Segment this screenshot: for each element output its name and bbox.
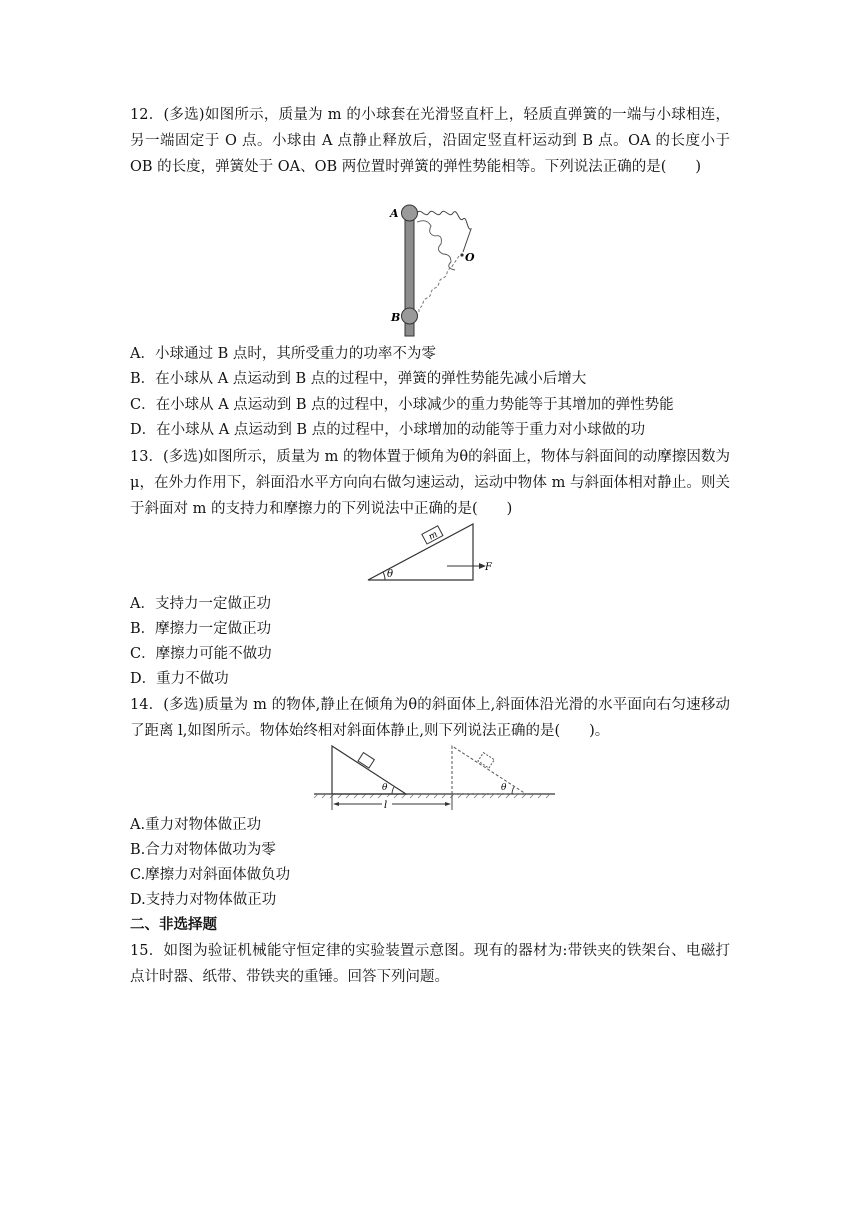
question-14-option-c: C.摩擦力对斜面体做负功 [130, 867, 291, 883]
figure-label-a: A [390, 207, 399, 220]
figure-label-f: F [485, 562, 492, 573]
question-15-stem: 15．如图为验证机械能守恒定律的实验装置示意图。现有的器材为:带铁夹的铁架台、电磁打点计时器、纸带、带铁夹的重锤。回答下列问题。 [130, 943, 730, 985]
question-14-option-a: A.重力对物体做正功 [130, 817, 262, 833]
figure-ball-on-rod-spring [385, 200, 485, 340]
figure-label-m: m [427, 529, 440, 543]
question-14-option-d: D.支持力对物体做正功 [130, 892, 277, 908]
figure-label-theta-2: θ [501, 783, 507, 793]
question-12-option-a: A．小球通过 B 点时，其所受重力的功率不为零 [130, 346, 436, 362]
figure-incline-displacement [312, 742, 557, 812]
question-13-option-a: A．支持力一定做正功 [130, 596, 271, 612]
question-12-stem: 12．(多选)如图所示，质量为 m 的小球套在光滑竖直杆上，轻质直弹簧的一端与小球相连，另一端固定于 O 点。小球由 A 点静止释放后，沿固定竖直杆运动到 B 点。OA 的长度小于 OB 的长度，弹簧处于 OA、OB 两位置时弹簧的弹性势能相等。下列说法正确的是( ) [130, 107, 730, 175]
figure-label-theta-1: θ [382, 783, 388, 793]
figure-label-b: B [391, 311, 401, 324]
figure-label-l: l [384, 800, 388, 811]
question-12-option-d: D．在小球从 A 点运动到 B 点的过程中，小球增加的动能等于重力对小球做的功 [130, 422, 646, 438]
figure-block-on-incline-force [365, 522, 500, 584]
section-2-heading: 二、非选择题 [130, 917, 217, 933]
question-13-stem: 13．(多选)如图所示，质量为 m 的物体置于倾角为θ的斜面上，物体与斜面间的动摩擦因数为μ，在外力作用下，斜面沿水平方向向右做匀速运动，运动中物体 m 与斜面体相对静止。则关于斜面对 m 的支持力和摩擦力的下列说法中正确的是( ) [130, 449, 730, 517]
question-14-option-b: B.合力对物体做功为零 [130, 842, 276, 858]
question-13-option-c: C．摩擦力可能不做功 [130, 646, 272, 662]
figure-label-o: O [465, 251, 475, 264]
question-14-stem: 14．(多选)质量为 m 的物体,静止在倾角为θ的斜面体上,斜面体沿光滑的水平面向右匀速移动了距离 l,如图所示。物体始终相对斜面体静止,则下列说法正确的是( )。 [130, 697, 730, 739]
question-13-option-d: D．重力不做功 [130, 671, 229, 687]
figure-label-theta: θ [387, 569, 394, 580]
question-13-option-b: B．摩擦力一定做正功 [130, 621, 272, 637]
question-12-option-c: C．在小球从 A 点运动到 B 点的过程中，小球减少的重力势能等于其增加的弹性势能 [130, 397, 674, 413]
question-12-option-b: B．在小球从 A 点运动到 B 点的过程中，弹簧的弹性势能先减小后增大 [130, 371, 587, 387]
